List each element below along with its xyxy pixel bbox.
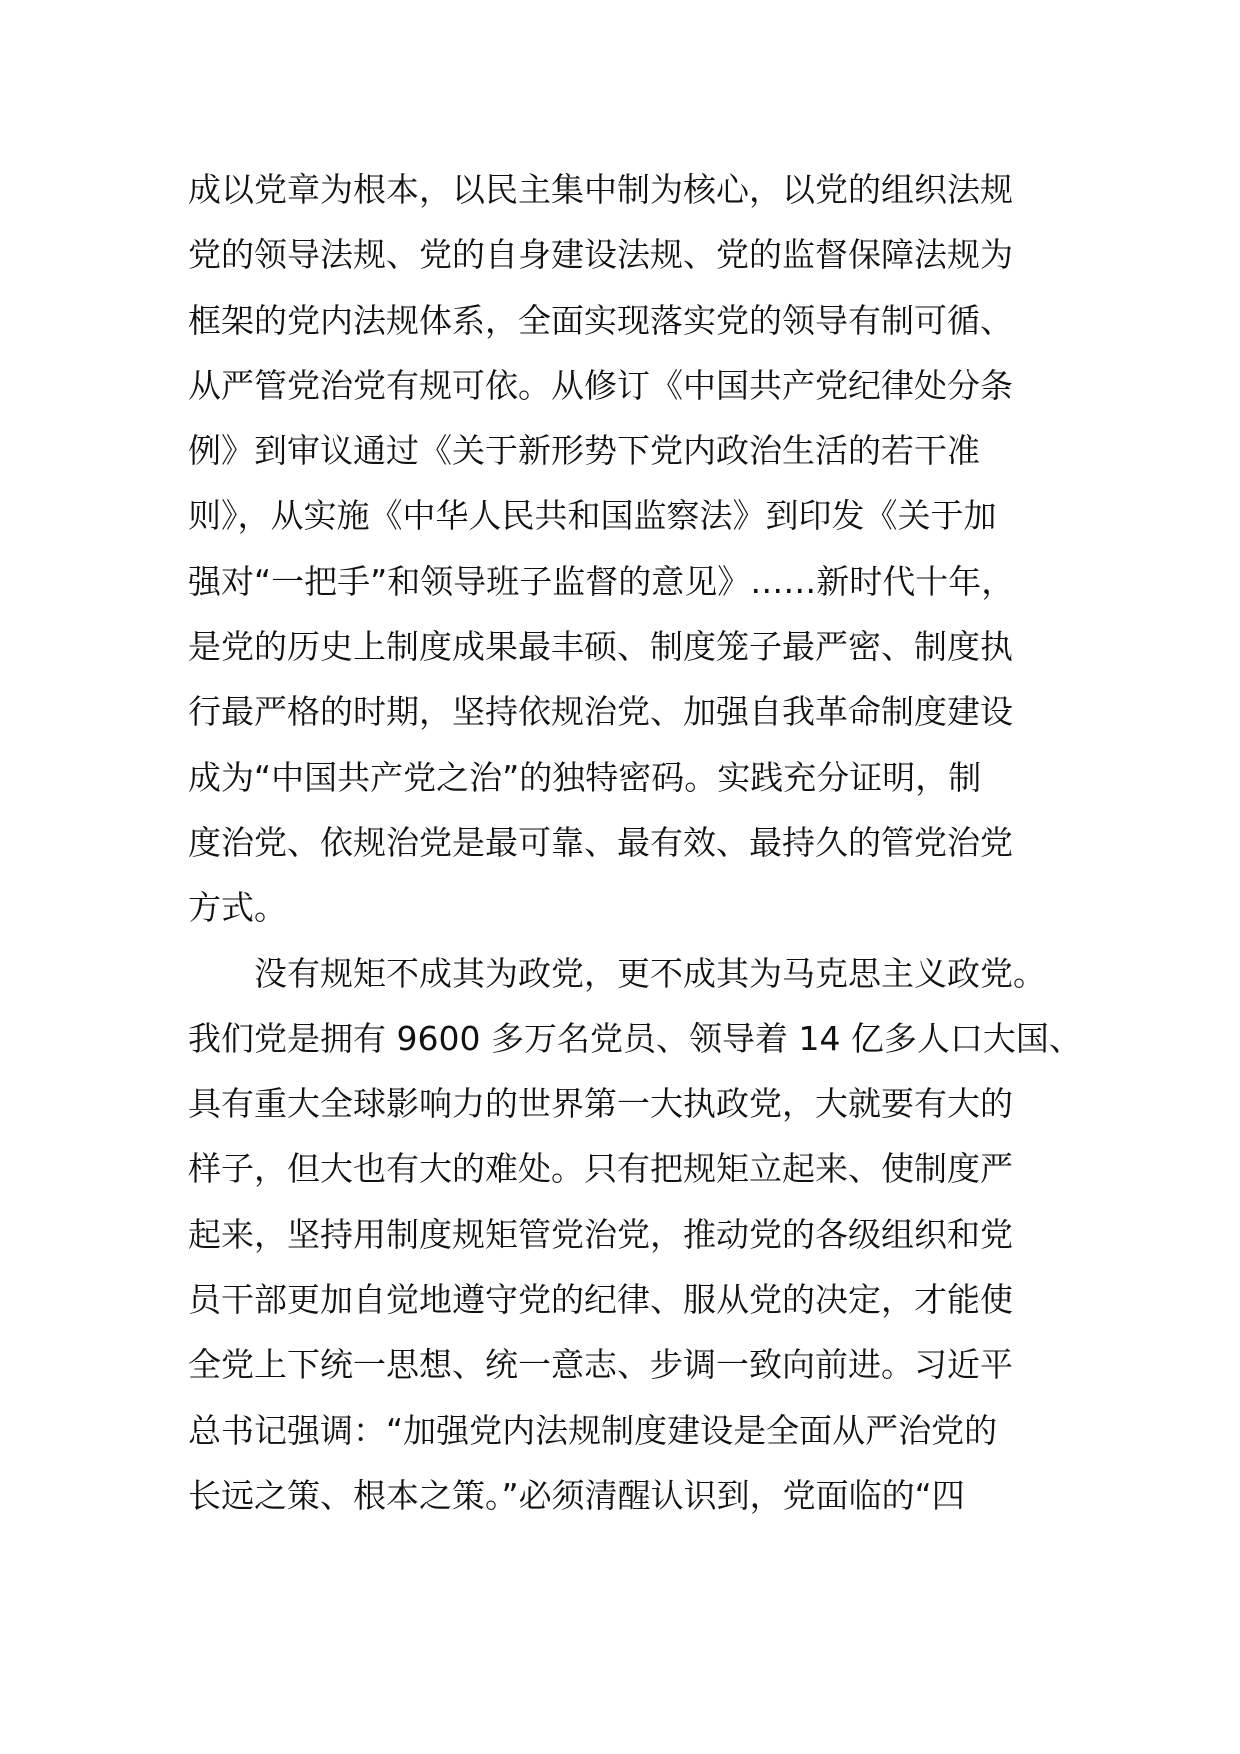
text-line: 行最严格的时期，坚持依规治党、加强自我革命制度建设 <box>188 692 1013 732</box>
text-line: 度治党、依规治党是最可靠、最有效、最持久的管党治党 <box>188 822 1013 862</box>
text-line: 具有重大全球影响力的世界第一大执政党，大就要有大的 <box>188 1084 1013 1124</box>
text-line: 则》，从实施《中华人民共和国监察法》到印发《关于加 <box>188 496 997 536</box>
text-line: 起来，坚持用制度规矩管党治党，推动党的各级组织和党 <box>188 1214 1013 1254</box>
text-line: 总书记强调：“加强党内法规制度建设是全面从严治党的 <box>188 1410 998 1450</box>
text-line: 长远之策、根本之策。”必须清醒认识到，党面临的“四 <box>188 1475 965 1515</box>
text-line: 从严管党治党有规可依。从修订《中国共产党纪律处分条 <box>188 365 1013 405</box>
text-line: 样子，但大也有大的难处。只有把规矩立起来、使制度严 <box>188 1149 1013 1189</box>
text-line: 例》到审议通过《关于新形势下党内政治生活的若干准 <box>188 431 980 471</box>
text-line: 是党的历史上制度成果最丰硕、制度笼子最严密、制度执 <box>188 627 1013 667</box>
text-line: 框架的党内法规体系，全面实现落实党的领导有制可循、 <box>188 300 1013 340</box>
text-line: 党的领导法规、党的自身建设法规、党的监督保障法规为 <box>188 235 1013 275</box>
text-line: 全党上下统一思想、统一意志、步调一致向前进。习近平 <box>188 1345 1013 1385</box>
body-text <box>188 157 1082 1528</box>
text-line: 方式。 <box>188 888 287 928</box>
text-line: 成以党章为根本，以民主集中制为核心，以党的组织法规 <box>188 170 1013 209</box>
text-line: 我们党是拥有 9600 多万名党员、领导着 14 亿多人口大国、 <box>188 1018 1082 1058</box>
paragraph-1 <box>188 157 1058 941</box>
text-line: 员干部更加自觉地遵守党的纪律、服从党的决定，才能使 <box>188 1280 1013 1320</box>
text-line: 成为“中国共产党之治”的独特密码。实践充分证明，制 <box>188 757 982 797</box>
text-line-indented: 没有规矩不成其为政党，更不成其为马克思主义政党。 <box>254 953 1046 993</box>
paragraph-2 <box>188 941 1082 1529</box>
text-line: 强对“一把手”和领导班子监督的意见》……新时代十年， <box>188 561 1015 601</box>
